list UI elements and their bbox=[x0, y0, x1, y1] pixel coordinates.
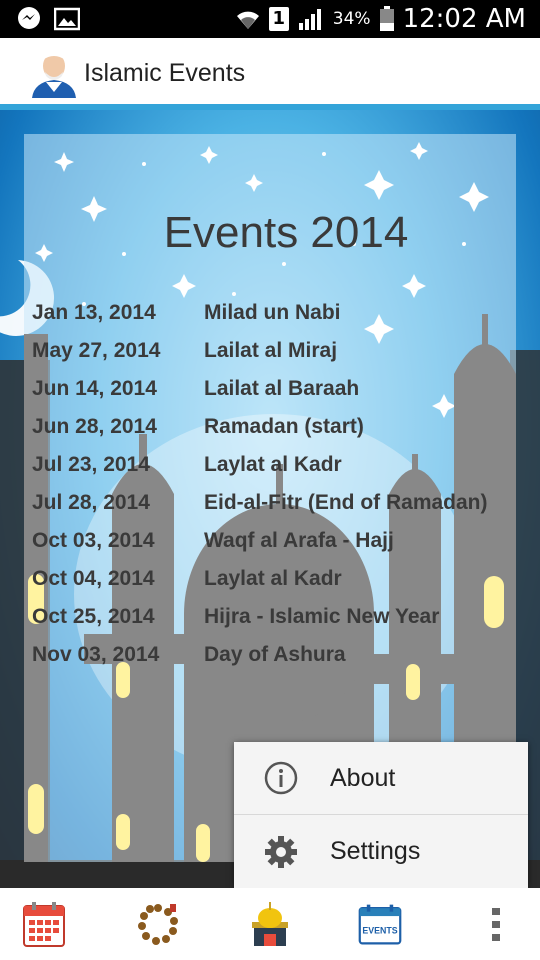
event-row bbox=[32, 484, 512, 522]
event-row bbox=[32, 446, 512, 484]
event-name: Waqf al Arafa - Hajj bbox=[204, 529, 394, 552]
messenger-icon bbox=[16, 6, 42, 32]
status-bar bbox=[0, 0, 540, 38]
events-icon-label: EVENTS bbox=[362, 925, 398, 936]
event-name: Laylat al Kadr bbox=[204, 567, 342, 590]
gallery-icon bbox=[54, 7, 80, 31]
event-name: Hijra - Islamic New Year bbox=[204, 605, 440, 628]
event-row bbox=[32, 294, 512, 332]
event-date: Jul 23, 2014 bbox=[32, 453, 150, 476]
menu-item-settings-label: Settings bbox=[330, 837, 421, 865]
event-date: Oct 04, 2014 bbox=[32, 567, 155, 590]
bottom-nav-bar bbox=[0, 888, 540, 960]
event-date: Jun 28, 2014 bbox=[32, 415, 157, 438]
event-row bbox=[32, 522, 512, 560]
event-row bbox=[32, 636, 512, 674]
event-row bbox=[32, 332, 512, 370]
event-name: Laylat al Kadr bbox=[204, 453, 342, 476]
gear-icon bbox=[264, 835, 298, 869]
event-date: Jan 13, 2014 bbox=[32, 301, 156, 324]
prayer-beads-icon[interactable] bbox=[136, 900, 180, 948]
calendar-icon[interactable] bbox=[22, 900, 66, 948]
event-row bbox=[32, 598, 512, 636]
event-date: Nov 03, 2014 bbox=[32, 643, 160, 666]
clock: 12:02 AM bbox=[402, 4, 526, 34]
overflow-menu-icon[interactable] bbox=[474, 900, 518, 948]
wifi-icon bbox=[235, 7, 261, 31]
event-name: Lailat al Baraah bbox=[204, 377, 360, 400]
event-date: May 27, 2014 bbox=[32, 339, 161, 362]
signal-icon bbox=[297, 7, 325, 31]
info-icon bbox=[264, 761, 298, 795]
events-heading: Events 2014 bbox=[163, 208, 409, 257]
overflow-popup-menu bbox=[234, 742, 528, 888]
event-name: Milad un Nabi bbox=[204, 301, 341, 324]
events-icon[interactable] bbox=[358, 900, 402, 948]
app-title: Islamic Events bbox=[84, 59, 246, 87]
menu-item-about[interactable] bbox=[234, 742, 528, 815]
action-bar bbox=[0, 38, 540, 104]
event-name: Lailat al Miraj bbox=[204, 339, 338, 362]
battery-percentage: 34% bbox=[332, 9, 371, 29]
event-date: Jun 14, 2014 bbox=[32, 377, 157, 400]
sim-slot-badge: 1 bbox=[269, 7, 289, 31]
battery-icon bbox=[379, 6, 395, 32]
event-date: Oct 03, 2014 bbox=[32, 529, 155, 552]
event-date: Oct 25, 2014 bbox=[32, 605, 155, 628]
menu-item-settings[interactable] bbox=[234, 815, 528, 888]
event-row bbox=[32, 560, 512, 598]
events-list bbox=[32, 294, 512, 674]
menu-item-about-label: About bbox=[330, 763, 396, 792]
event-name: Ramadan (start) bbox=[204, 415, 364, 438]
event-name: Day of Ashura bbox=[204, 643, 346, 666]
mosque-icon[interactable] bbox=[248, 900, 292, 948]
event-row bbox=[32, 370, 512, 408]
event-name: Eid-al-Fitr (End of Ramadan) bbox=[204, 491, 488, 514]
event-row bbox=[32, 408, 512, 446]
event-date: Jul 28, 2014 bbox=[32, 491, 150, 514]
app-logo-icon[interactable] bbox=[30, 46, 78, 98]
